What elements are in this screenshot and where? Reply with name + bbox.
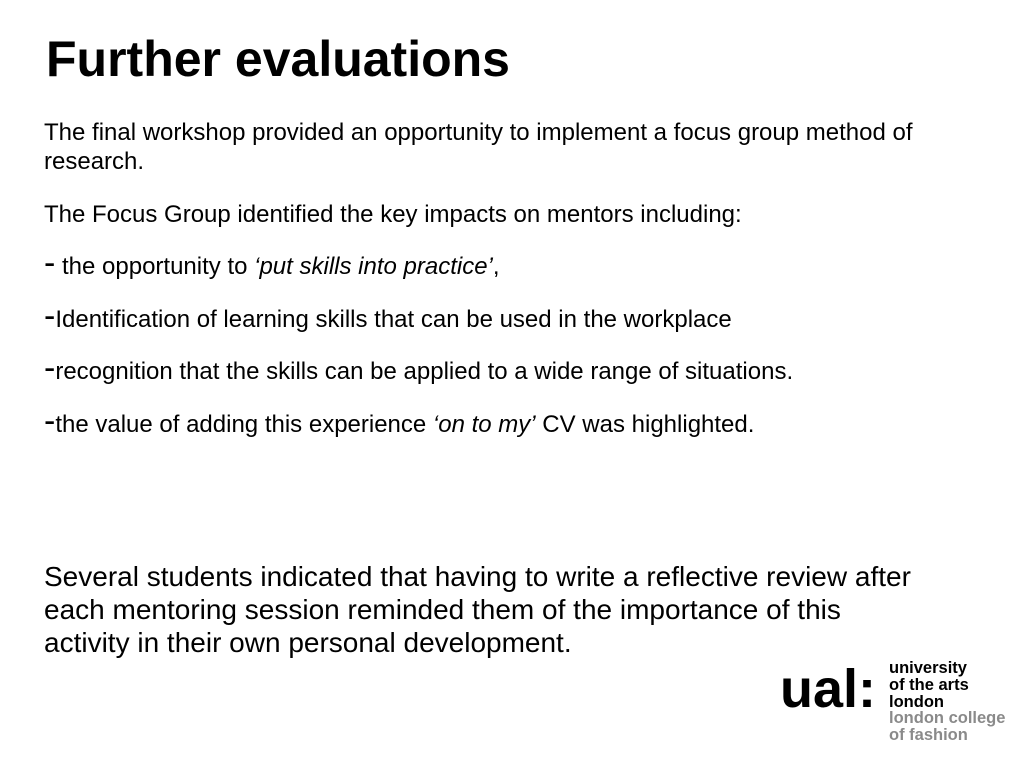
impact-text: recognition that the skills can be applied to a wide range of situations. [55, 358, 794, 385]
impact-text: CV was highlighted. [535, 410, 755, 438]
lead-paragraph: The Focus Group identified the key impacts on mentors including: [44, 200, 742, 228]
impact-marker: - [44, 349, 56, 387]
impact-item [44, 296, 922, 335]
logo-wordmark [889, 660, 1005, 744]
impact-text: Identification of learning skills that can be used in the workplace [55, 305, 732, 333]
impact-quote: ‘put skills into practice’ [254, 253, 493, 280]
impact-marker: - [44, 401, 56, 440]
intro-paragraph: The final workshop provided an opportunity to implement a focus group method of research. [44, 119, 913, 175]
impact-item [44, 244, 922, 282]
college-line-of-fashion: of fashion [889, 726, 968, 744]
impact-item [44, 349, 922, 387]
impact-text: the value of adding this experience [55, 410, 433, 438]
logo-line-of-the-arts: of the arts [889, 675, 969, 694]
impact-marker: - [44, 244, 56, 282]
logo-mark: ual: [780, 659, 877, 719]
slide-title: Further evaluations [46, 31, 510, 87]
impact-quote: ‘on to my’ [432, 410, 536, 438]
conclusion-paragraph: Several students indicated that having to write a reflective review after each mentoring session reminded them of the importance of this activity in their own personal development. [44, 561, 911, 658]
logo-line-london: london [889, 692, 944, 711]
impact-text: the opportunity to [55, 253, 255, 280]
slide-body [44, 118, 922, 462]
impact-marker: - [44, 296, 56, 335]
logo-line-university: university [889, 659, 967, 677]
impact-item [44, 401, 922, 440]
college-line-london-college: london college [889, 709, 1006, 728]
impact-text: , [492, 253, 500, 280]
impacts-list [44, 244, 922, 440]
